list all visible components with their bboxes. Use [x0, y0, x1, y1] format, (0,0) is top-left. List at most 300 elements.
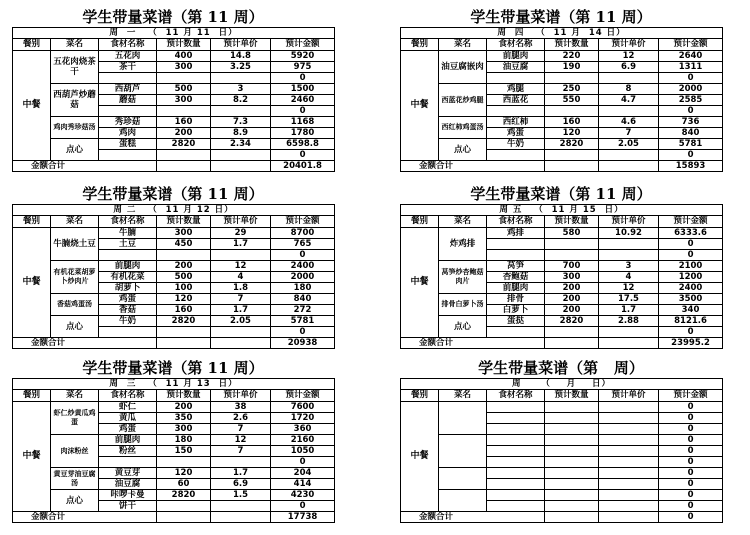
quantity-value — [545, 413, 599, 424]
table-row — [13, 51, 335, 62]
total-label: 金额合计 — [401, 161, 487, 172]
total-row — [13, 161, 335, 172]
quantity-value — [545, 73, 599, 84]
unit-price-value — [599, 446, 659, 457]
quantity-value — [157, 106, 211, 117]
ingredient-name: 粉丝 — [99, 446, 157, 457]
panel-title: 学生带量菜谱（第 11 周） — [470, 8, 652, 26]
unit-price-value — [211, 106, 271, 117]
dish-name: 点心 — [51, 139, 99, 161]
amount-value: 0 — [659, 106, 723, 117]
panel-title: 学生带量菜谱（第 11 周） — [82, 359, 264, 377]
amount-value: 7600 — [271, 402, 335, 413]
dish-name: 香菇鸡蛋汤 — [51, 294, 99, 316]
total-amount: 23995.2 — [659, 338, 723, 349]
ingredient-name: 油豆腐 — [487, 62, 545, 73]
ingredient-name — [99, 150, 157, 161]
column-header: 预计单价 — [211, 39, 271, 51]
panel-title: 学生带量菜谱（第 11 周） — [82, 8, 264, 26]
quantity-value: 200 — [157, 128, 211, 139]
ingredient-name: 鸡肉 — [99, 128, 157, 139]
ingredient-name — [99, 250, 157, 261]
ingredient-name — [487, 73, 545, 84]
ingredient-name: 香菇 — [99, 305, 157, 316]
ingredient-name: 秀珍菇 — [99, 117, 157, 128]
ingredient-name: 黄豆芽 — [99, 468, 157, 479]
menu-table — [12, 204, 335, 349]
amount-value: 840 — [659, 128, 723, 139]
menu-table — [12, 378, 335, 523]
total-amount: 20938 — [271, 338, 335, 349]
unit-price-value — [599, 490, 659, 501]
column-header: 预计数量 — [157, 39, 211, 51]
unit-price-value — [599, 250, 659, 261]
total-amount: 20401.8 — [271, 161, 335, 172]
ingredient-name — [487, 424, 545, 435]
quantity-value: 2820 — [545, 139, 599, 150]
unit-price-value: 2.88 — [599, 316, 659, 327]
quantity-value — [157, 73, 211, 84]
quantity-value: 200 — [157, 402, 211, 413]
column-header: 预计数量 — [545, 390, 599, 402]
total-row — [13, 338, 335, 349]
ingredient-name — [99, 73, 157, 84]
meal-type: 中餐 — [13, 228, 51, 338]
table-row — [13, 139, 335, 150]
amount-value: 204 — [271, 468, 335, 479]
quantity-value — [545, 457, 599, 468]
amount-value: 2585 — [659, 95, 723, 106]
dish-name: 五花肉烧茶干 — [51, 51, 99, 84]
panel-title: 学生带量菜谱（第 周） — [478, 359, 644, 377]
column-header: 预计金额 — [659, 216, 723, 228]
quantity-value: 350 — [157, 413, 211, 424]
menu-table — [400, 378, 723, 523]
amount-value: 1780 — [271, 128, 335, 139]
ingredient-name: 虾仁 — [99, 402, 157, 413]
column-header: 预计单价 — [599, 390, 659, 402]
amount-value: 1200 — [659, 272, 723, 283]
unit-price-value: 10.92 — [599, 228, 659, 239]
table-row — [13, 402, 335, 413]
unit-price-value — [599, 150, 659, 161]
ingredient-name: 油豆腐 — [99, 479, 157, 490]
quantity-value: 300 — [157, 62, 211, 73]
dish-name: 鸡肉秀珍菇汤 — [51, 117, 99, 139]
amount-value: 0 — [659, 327, 723, 338]
unit-price-value — [599, 73, 659, 84]
amount-value: 0 — [659, 479, 723, 490]
header-row — [13, 390, 335, 402]
amount-value: 0 — [271, 73, 335, 84]
header-row — [401, 216, 723, 228]
amount-value: 2400 — [659, 283, 723, 294]
amount-value: 2100 — [659, 261, 723, 272]
unit-price-value: 2.05 — [599, 139, 659, 150]
unit-price-value — [599, 327, 659, 338]
date-line: 周 三 （ 11 月 13 日） — [13, 379, 335, 390]
quantity-value: 120 — [157, 294, 211, 305]
quantity-value: 120 — [157, 468, 211, 479]
ingredient-name — [487, 446, 545, 457]
total-label: 金额合计 — [401, 512, 487, 523]
amount-value: 0 — [659, 468, 723, 479]
unit-price-value — [599, 402, 659, 413]
dish-name — [439, 402, 487, 435]
total-row — [13, 512, 335, 523]
ingredient-name: 茶干 — [99, 62, 157, 73]
ingredient-name — [487, 250, 545, 261]
ingredient-name — [99, 106, 157, 117]
unit-price-value: 1.8 — [211, 283, 271, 294]
ingredient-name: 西红柿 — [487, 117, 545, 128]
dish-name: 点心 — [51, 316, 99, 338]
ingredient-name: 鸡腿 — [487, 84, 545, 95]
column-header: 食材名称 — [99, 390, 157, 402]
amount-value: 5781 — [659, 139, 723, 150]
unit-price-value: 12 — [211, 261, 271, 272]
menu-panel-blank — [400, 358, 722, 523]
quantity-value: 250 — [545, 84, 599, 95]
menu-panel-thursday — [400, 7, 722, 172]
unit-price-value: 3 — [211, 84, 271, 95]
amount-value: 0 — [659, 402, 723, 413]
table-row — [13, 261, 335, 272]
column-header: 预计数量 — [157, 390, 211, 402]
amount-value: 0 — [271, 501, 335, 512]
unit-price-value: 1.7 — [211, 468, 271, 479]
total-label: 金额合计 — [13, 161, 99, 172]
table-row — [401, 294, 723, 305]
quantity-value: 160 — [545, 117, 599, 128]
amount-value: 2160 — [271, 435, 335, 446]
amount-value: 1720 — [271, 413, 335, 424]
unit-price-value — [211, 73, 271, 84]
quantity-value: 2820 — [157, 139, 211, 150]
dish-name: 排骨白萝卜汤 — [439, 294, 487, 316]
amount-value: 6333.6 — [659, 228, 723, 239]
column-header: 菜名 — [51, 390, 99, 402]
quantity-value: 2820 — [157, 316, 211, 327]
dish-name — [439, 490, 487, 512]
meal-type: 中餐 — [13, 402, 51, 512]
amount-value: 0 — [659, 239, 723, 250]
column-header: 餐别 — [401, 216, 439, 228]
unit-price-value: 4 — [599, 272, 659, 283]
unit-price-value — [599, 435, 659, 446]
dish-name: 油豆腐嵌肉 — [439, 51, 487, 84]
amount-value: 975 — [271, 62, 335, 73]
column-header: 食材名称 — [487, 216, 545, 228]
ingredient-name — [487, 490, 545, 501]
quantity-value — [545, 327, 599, 338]
amount-value: 0 — [659, 73, 723, 84]
column-header: 菜名 — [51, 216, 99, 228]
quantity-value — [157, 250, 211, 261]
dish-name: 牛腩烧土豆 — [51, 228, 99, 261]
column-header: 餐别 — [401, 39, 439, 51]
ingredient-name: 白萝卜 — [487, 305, 545, 316]
header-row — [13, 39, 335, 51]
amount-value: 0 — [659, 435, 723, 446]
ingredient-name: 牛奶 — [99, 316, 157, 327]
ingredient-name: 咔啰卡曼 — [99, 490, 157, 501]
dish-name: 肉沫粉丝 — [51, 435, 99, 468]
table-row — [13, 117, 335, 128]
ingredient-name: 牛腩 — [99, 228, 157, 239]
amount-value: 0 — [271, 327, 335, 338]
column-header: 餐别 — [13, 216, 51, 228]
amount-value: 0 — [659, 457, 723, 468]
unit-price-value — [211, 327, 271, 338]
unit-price-value — [599, 501, 659, 512]
ingredient-name — [487, 239, 545, 250]
total-label: 金额合计 — [401, 338, 487, 349]
amount-value: 340 — [659, 305, 723, 316]
quantity-value: 450 — [157, 239, 211, 250]
ingredient-name: 土豆 — [99, 239, 157, 250]
quantity-value — [545, 479, 599, 490]
total-label: 金额合计 — [13, 512, 99, 523]
amount-value: 1311 — [659, 62, 723, 73]
ingredient-name: 西葫芦 — [99, 84, 157, 95]
table-row — [401, 117, 723, 128]
quantity-value: 160 — [157, 305, 211, 316]
quantity-value — [157, 501, 211, 512]
date-row — [401, 379, 723, 390]
unit-price-value: 1.5 — [211, 490, 271, 501]
dish-name: 莴笋炒杏鲍菇肉片 — [439, 261, 487, 294]
dish-name: 点心 — [51, 490, 99, 512]
amount-value: 8121.6 — [659, 316, 723, 327]
quantity-value — [157, 327, 211, 338]
quantity-value: 700 — [545, 261, 599, 272]
total-amount: 17738 — [271, 512, 335, 523]
menu-panel-friday — [400, 184, 722, 349]
date-line: 周 （ 月 日） — [401, 379, 723, 390]
amount-value: 0 — [271, 106, 335, 117]
unit-price-value: 38 — [211, 402, 271, 413]
dish-name: 西蓝花炒鸡腿 — [439, 84, 487, 117]
ingredient-name — [99, 457, 157, 468]
amount-value: 0 — [659, 490, 723, 501]
amount-value: 0 — [659, 446, 723, 457]
dish-name — [439, 468, 487, 490]
quantity-value: 300 — [157, 228, 211, 239]
table-row — [401, 51, 723, 62]
total-label: 金额合计 — [13, 338, 99, 349]
ingredient-name — [487, 106, 545, 117]
unit-price-value: 4 — [211, 272, 271, 283]
table-row — [401, 261, 723, 272]
column-header: 餐别 — [13, 390, 51, 402]
amount-value: 0 — [659, 424, 723, 435]
column-header: 预计单价 — [599, 39, 659, 51]
total-amount: 0 — [659, 512, 723, 523]
amount-value: 2640 — [659, 51, 723, 62]
table-row — [13, 294, 335, 305]
column-header: 食材名称 — [99, 39, 157, 51]
amount-value: 2000 — [271, 272, 335, 283]
ingredient-name: 鸡排 — [487, 228, 545, 239]
unit-price-value: 8 — [599, 84, 659, 95]
ingredient-name: 五花肉 — [99, 51, 157, 62]
ingredient-name: 西蓝花 — [487, 95, 545, 106]
quantity-value — [545, 106, 599, 117]
total-amount: 15893 — [659, 161, 723, 172]
quantity-value: 2820 — [545, 316, 599, 327]
quantity-value: 200 — [545, 294, 599, 305]
column-header: 预计数量 — [545, 216, 599, 228]
dish-name: 有机花菜胡萝卜炒肉片 — [51, 261, 99, 294]
column-header: 预计金额 — [659, 39, 723, 51]
table-row — [401, 84, 723, 95]
column-header: 餐别 — [401, 390, 439, 402]
table-row — [13, 468, 335, 479]
unit-price-value: 2.6 — [211, 413, 271, 424]
unit-price-value: 1.7 — [211, 239, 271, 250]
unit-price-value: 3 — [599, 261, 659, 272]
unit-price-value: 4.6 — [599, 117, 659, 128]
amount-value: 0 — [659, 413, 723, 424]
quantity-value: 200 — [157, 261, 211, 272]
unit-price-value — [211, 150, 271, 161]
table-row — [13, 490, 335, 501]
quantity-value: 300 — [157, 424, 211, 435]
ingredient-name: 蛋挞 — [487, 316, 545, 327]
header-row — [401, 39, 723, 51]
date-row — [13, 379, 335, 390]
date-line: 周 一 （ 11 月 11 日） — [13, 28, 335, 39]
quantity-value: 300 — [157, 95, 211, 106]
quantity-value: 120 — [545, 128, 599, 139]
ingredient-name: 鸡蛋 — [99, 294, 157, 305]
dish-name: 虾仁炒黄瓜鸡蛋 — [51, 402, 99, 435]
unit-price-value — [599, 457, 659, 468]
quantity-value: 300 — [545, 272, 599, 283]
quantity-value: 580 — [545, 228, 599, 239]
ingredient-name — [487, 501, 545, 512]
amount-value: 1050 — [271, 446, 335, 457]
column-header: 菜名 — [439, 216, 487, 228]
quantity-value: 500 — [157, 272, 211, 283]
ingredient-name: 莴笋 — [487, 261, 545, 272]
quantity-value: 60 — [157, 479, 211, 490]
menu-panel-monday — [12, 7, 334, 172]
unit-price-value: 7.3 — [211, 117, 271, 128]
column-header: 预计数量 — [157, 216, 211, 228]
ingredient-name — [487, 150, 545, 161]
unit-price-value: 6.9 — [599, 62, 659, 73]
unit-price-value: 1.7 — [211, 305, 271, 316]
meal-type: 中餐 — [401, 402, 439, 512]
table-row — [401, 139, 723, 150]
date-row — [401, 28, 723, 39]
amount-value: 6598.8 — [271, 139, 335, 150]
unit-price-value — [211, 501, 271, 512]
amount-value: 2400 — [271, 261, 335, 272]
amount-value: 5781 — [271, 316, 335, 327]
quantity-value: 2820 — [157, 490, 211, 501]
amount-value: 272 — [271, 305, 335, 316]
unit-price-value: 12 — [599, 51, 659, 62]
amount-value: 180 — [271, 283, 335, 294]
table-row — [401, 435, 723, 446]
unit-price-value — [599, 468, 659, 479]
table-row — [13, 84, 335, 95]
ingredient-name: 胡萝卜 — [99, 283, 157, 294]
unit-price-value: 3.25 — [211, 62, 271, 73]
ingredient-name: 前腿肉 — [487, 283, 545, 294]
table-row — [13, 435, 335, 446]
date-line: 周 五 （ 11 月 15 日） — [401, 205, 723, 216]
menu-panel-wednesday — [12, 358, 334, 523]
meal-type: 中餐 — [401, 51, 439, 161]
quantity-value: 150 — [157, 446, 211, 457]
quantity-value: 160 — [157, 117, 211, 128]
ingredient-name: 牛奶 — [487, 139, 545, 150]
column-header: 菜名 — [51, 39, 99, 51]
quantity-value: 500 — [157, 84, 211, 95]
amount-value: 2460 — [271, 95, 335, 106]
quantity-value — [157, 150, 211, 161]
ingredient-name: 蘑菇 — [99, 95, 157, 106]
ingredient-name: 前腿肉 — [99, 261, 157, 272]
column-header: 预计单价 — [211, 216, 271, 228]
quantity-value: 220 — [545, 51, 599, 62]
quantity-value — [157, 457, 211, 468]
unit-price-value: 6.9 — [211, 479, 271, 490]
dish-name: 西红柿鸡蛋汤 — [439, 117, 487, 139]
unit-price-value: 7 — [211, 424, 271, 435]
column-header: 预计金额 — [659, 390, 723, 402]
dish-name: 炸鸡排 — [439, 228, 487, 261]
unit-price-value: 2.05 — [211, 316, 271, 327]
unit-price-value — [599, 106, 659, 117]
amount-value: 0 — [271, 250, 335, 261]
amount-value: 0 — [659, 250, 723, 261]
date-line: 周 四 （ 11 月 14 日） — [401, 28, 723, 39]
date-row — [401, 205, 723, 216]
quantity-value: 200 — [545, 283, 599, 294]
panel-title: 学生带量菜谱（第 11 周） — [470, 185, 652, 203]
ingredient-name: 饼干 — [99, 501, 157, 512]
ingredient-name — [487, 435, 545, 446]
dish-name: 黄豆芽油豆腐汤 — [51, 468, 99, 490]
quantity-value: 180 — [157, 435, 211, 446]
ingredient-name: 排骨 — [487, 294, 545, 305]
total-row — [401, 161, 723, 172]
amount-value: 2000 — [659, 84, 723, 95]
amount-value: 736 — [659, 117, 723, 128]
amount-value: 840 — [271, 294, 335, 305]
amount-value: 1168 — [271, 117, 335, 128]
table-row — [401, 402, 723, 413]
table-row — [13, 228, 335, 239]
ingredient-name: 前腿肉 — [487, 51, 545, 62]
amount-value: 0 — [271, 457, 335, 468]
quantity-value — [545, 446, 599, 457]
amount-value: 0 — [659, 501, 723, 512]
unit-price-value: 2.34 — [211, 139, 271, 150]
quantity-value: 190 — [545, 62, 599, 73]
table-row — [401, 490, 723, 501]
amount-value: 3500 — [659, 294, 723, 305]
unit-price-value: 4.7 — [599, 95, 659, 106]
unit-price-value — [211, 250, 271, 261]
table-row — [401, 228, 723, 239]
menu-panel-tuesday — [12, 184, 334, 349]
